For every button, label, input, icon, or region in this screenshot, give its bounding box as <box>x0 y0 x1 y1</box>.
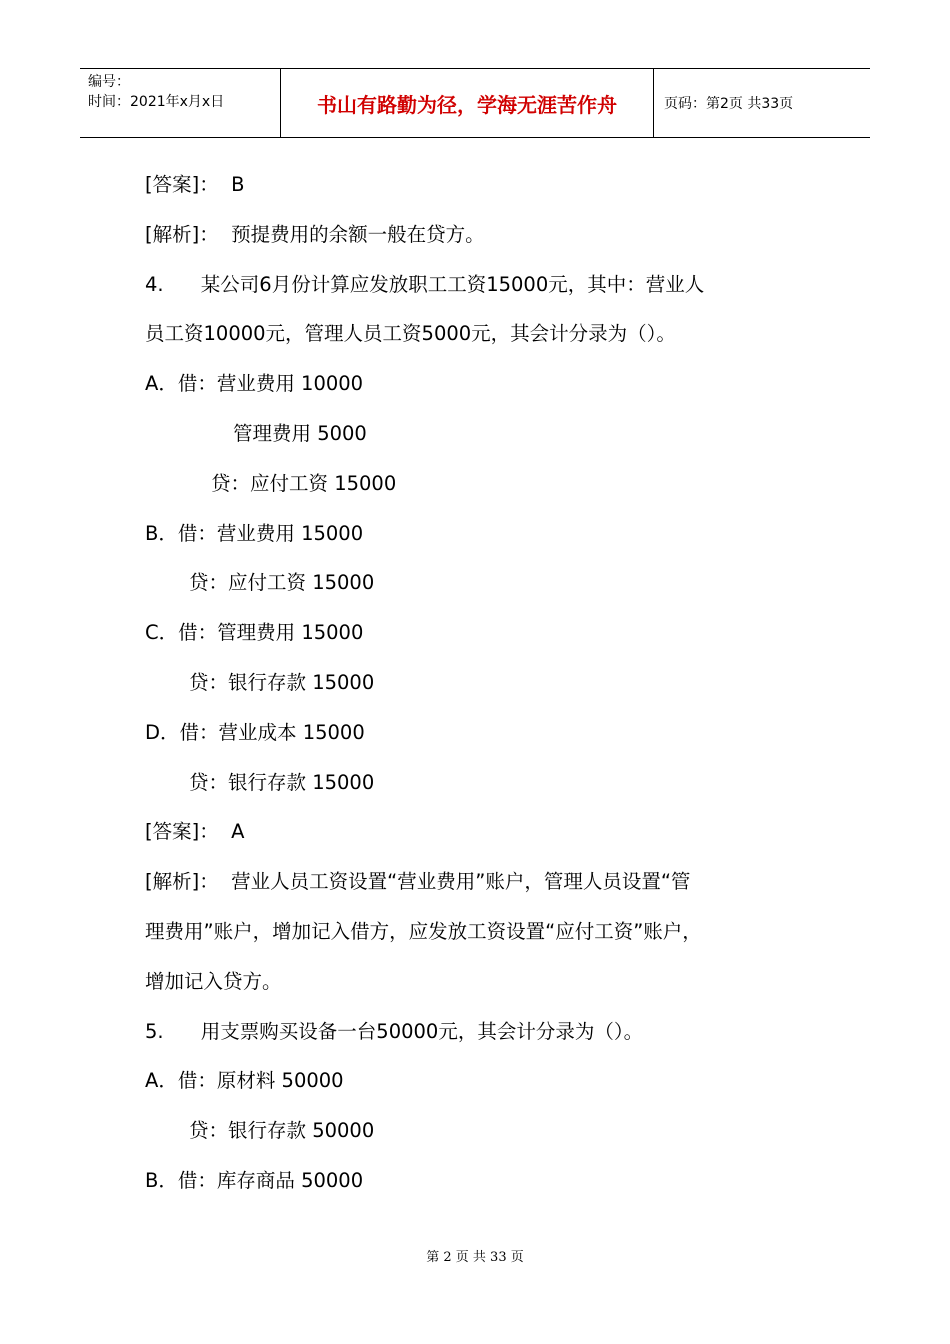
text-line: 贷：银行存款 50000 <box>189 1119 375 1143</box>
document-number-label: 编号： <box>88 74 130 90</box>
header-meta <box>80 69 281 137</box>
text-line: B．借：营业费用 15000 <box>145 521 364 545</box>
text-line: D．借：营业成本 15000 <box>145 720 365 744</box>
text-line: C．借：管理费用 15000 <box>145 621 364 645</box>
text-line: B．借：库存商品 50000 <box>145 1168 364 1192</box>
page-header <box>80 68 870 138</box>
page-info: 页码：第2页 共33页 <box>664 96 794 112</box>
text-line: [解析]： 营业人员工资设置“营业费用”账户，管理人员设置“管 <box>145 870 691 894</box>
header-motto-cell <box>281 69 654 137</box>
text-line: A．借：原材料 50000 <box>145 1069 344 1093</box>
text-line: 贷：应付工资 15000 <box>211 471 397 495</box>
text-line: [解析]： 预提费用的余额一般在贷方。 <box>145 222 485 246</box>
text-line: 贷：银行存款 15000 <box>189 770 375 794</box>
text-line: 增加记入贷方。 <box>145 969 282 993</box>
text-line: 理费用”账户，增加记入借方，应发放工资设置“应付工资”账户， <box>145 919 702 943</box>
text-line: [答案]： A <box>145 820 245 844</box>
text-line: 管理费用 5000 <box>233 421 367 445</box>
text-line: 4. 某公司6月份计算应发放职工工资15000元，其中：营业人 <box>145 272 705 296</box>
page-footer: 第 2 页 共 33 页 <box>426 1250 524 1265</box>
text-line: [答案]： B <box>145 173 245 196</box>
text-line: 5. 用支票购买设备一台50000元，其会计分录为（）。 <box>145 1019 644 1043</box>
text-line: 贷：银行存款 15000 <box>189 670 375 694</box>
text-line: A．借：营业费用 10000 <box>145 372 364 396</box>
motto: 书山有路勤为径，学海无涯苦作舟 <box>317 93 617 117</box>
text-line: 贷：应付工资 15000 <box>189 571 375 595</box>
document-date: 时间：2021年x月x日 <box>88 94 225 110</box>
header-page-cell <box>654 69 870 137</box>
text-line: 员工资10000元，管理人员工资5000元，其会计分录为（）。 <box>145 322 676 346</box>
document-body <box>145 168 835 1214</box>
